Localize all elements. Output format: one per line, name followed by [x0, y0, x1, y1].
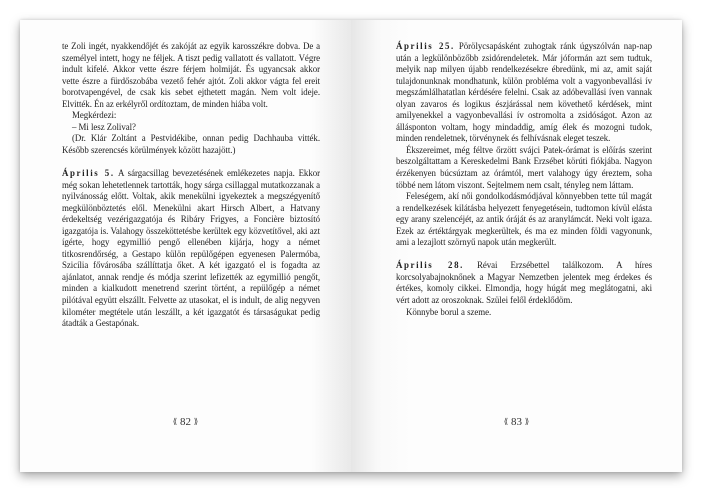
right-page — [351, 20, 682, 472]
paragraph: – Mi lesz Zolival? — [72, 121, 136, 132]
entry-date: Április 25. — [396, 41, 455, 51]
diary-entry — [396, 260, 652, 306]
ornament-right-icon: ⟫ — [193, 417, 199, 426]
diary-entry — [396, 41, 652, 145]
paragraph: (Dr. Klár Zoltánt a Pestvidékibe, onnan pedig Dachhauba vitték. Később szerencsés körülmények között hazajött.) — [62, 133, 320, 155]
left-page-text — [62, 41, 320, 330]
ornament-right-icon: ⟫ — [524, 417, 530, 426]
left-page — [20, 20, 351, 472]
entry-text: A sárgacsillag bevezetésének emlékezetes napja. Ekkor még sokan lehetetlennek tartották, hogy sárga csillaggal mutatkozzanak a nyilvánosság előtt. Voltak, akik menekülni igyekeztek a megszégyenítő megkülönböztetés elől. Menekülni akart Hirsch Albert, a Hatvany érdekeltség vezérigazgatója és Ribáry Frigyes, a Foncière biztosító igazgatója is. Valahogy összeköttetésbe kerültek egy közvetítővel, aki azt ígérte, hogy egymillió pengő ellenében kijárja, hogy a német titkosrendőrség, a Gestapo külön repülőgépen egyenesen Palermóba, Szicília fővárosába szállíttatja őket. A két igazgató el is fogadta az ajánlatot, annak rendje és módja szerint lefizették az egymillió pengőt, minden a kialkudott menetrend szerint történt, a repülőgép a német pilótával együtt elszállt. Felvette az utasokat, el is indult, de alig negyven kilométer megtétele után leszállt, a két igazgatót és társaságukat pedig átadták a Gestapónak. — [62, 167, 321, 329]
book-spread — [20, 20, 682, 472]
paragraph: Könnybe borul a szeme. — [406, 306, 492, 317]
diary-entry — [62, 168, 320, 330]
page-number-value: 82 — [180, 416, 191, 428]
paragraph: Megkérdezi: — [72, 110, 117, 121]
page-number — [351, 416, 682, 428]
page-number-value: 83 — [511, 416, 522, 428]
ornament-left-icon: ⟪ — [503, 417, 509, 426]
paragraph: Feleségem, akí női gondolkodásmódjával könnyebben tette túl magát a rendelkezések kilátásba helyezett fenyegetésein, tudtomon kívül elásta egy arany szelencéjét, az antik óráját és az aranylámcát. Neki volt igaza. Ezek az értéktárgyak megkerültek, és ma ez minden földi vagyonunk, ami a lezajlott szörnyű napok után megkerült. — [396, 191, 652, 248]
entry-date: Április 5. — [62, 167, 115, 178]
entry-text: Pörölycsapásként zuhogtak ránk úgyszólván nap-nap után a legkülönbözőbb zsidórendeletek. Már jóformán azt sem tudtuk, melyik nap milyen újabb rendelkezésekre ébredünk, mi az, amit saját tulajdonunknak mondhatunk, külön probléma volt a vagyonbevallási ív megszámlálhatatlan kérdésére felelni. Csak az adóbevallási íven vannak olyan zavaros és logikus észjárással nem követhető kérdések, mint amilyenekkel a vagyonbevallási ív ostromolta a zsidóságot. Azon az állásponton voltam, hogy mindaddig, amíg élek és mozogni tudok, minden rendeletnek, törvénynek és felhívásnak eleget teszek. — [396, 41, 652, 144]
page-number — [20, 416, 351, 428]
entry-text: Révai Erzsébettel találkozom. A híres korcsolyabajnoknőnek a Magyar Nemzetben jelentek meg érdekes és értékes, komoly cikkei. Elmondja, hogy húgát meg meglátogatni, aki vért adott az oroszoknak. Szülei felől érdeklődöm. — [396, 260, 652, 305]
paragraph: te Zoli ingét, nyakkendőjét és zakóját az egyik karosszékre dobva. De a személyel intett, hogy ne féljek. A tiszt pedig vallatott és vallatott. Végre indult kifelé. Akkor vette észre férjem holmiját. És ugyancsak akkor vette észre a fürdőszobába vezető fehér ajtót. Zoli akkor vágta fel ereit borotvapengével, de csak kis sebet ejthetett magán. Nem volt ideje. Elvitték. Én az erkélyről ordítoztam, de minden hiába volt. — [62, 41, 320, 109]
right-page-text — [396, 41, 652, 318]
paragraph: Ékszereimet, még féltve őrzött svájci Patek-órámat is előírás szerint beszolgáltattam a Kereskedelmi Bank Erzsébet körúti fiókjába. Nagyon érzékenyen búcsúztam az órámtól, mert valahogy úgy éreztem, soha többé nem látom viszont. Sejtelmem nem csalt, tényleg nem láttam. — [396, 144, 652, 190]
ornament-left-icon: ⟪ — [172, 417, 178, 426]
entry-date: Április 28. — [396, 260, 464, 271]
